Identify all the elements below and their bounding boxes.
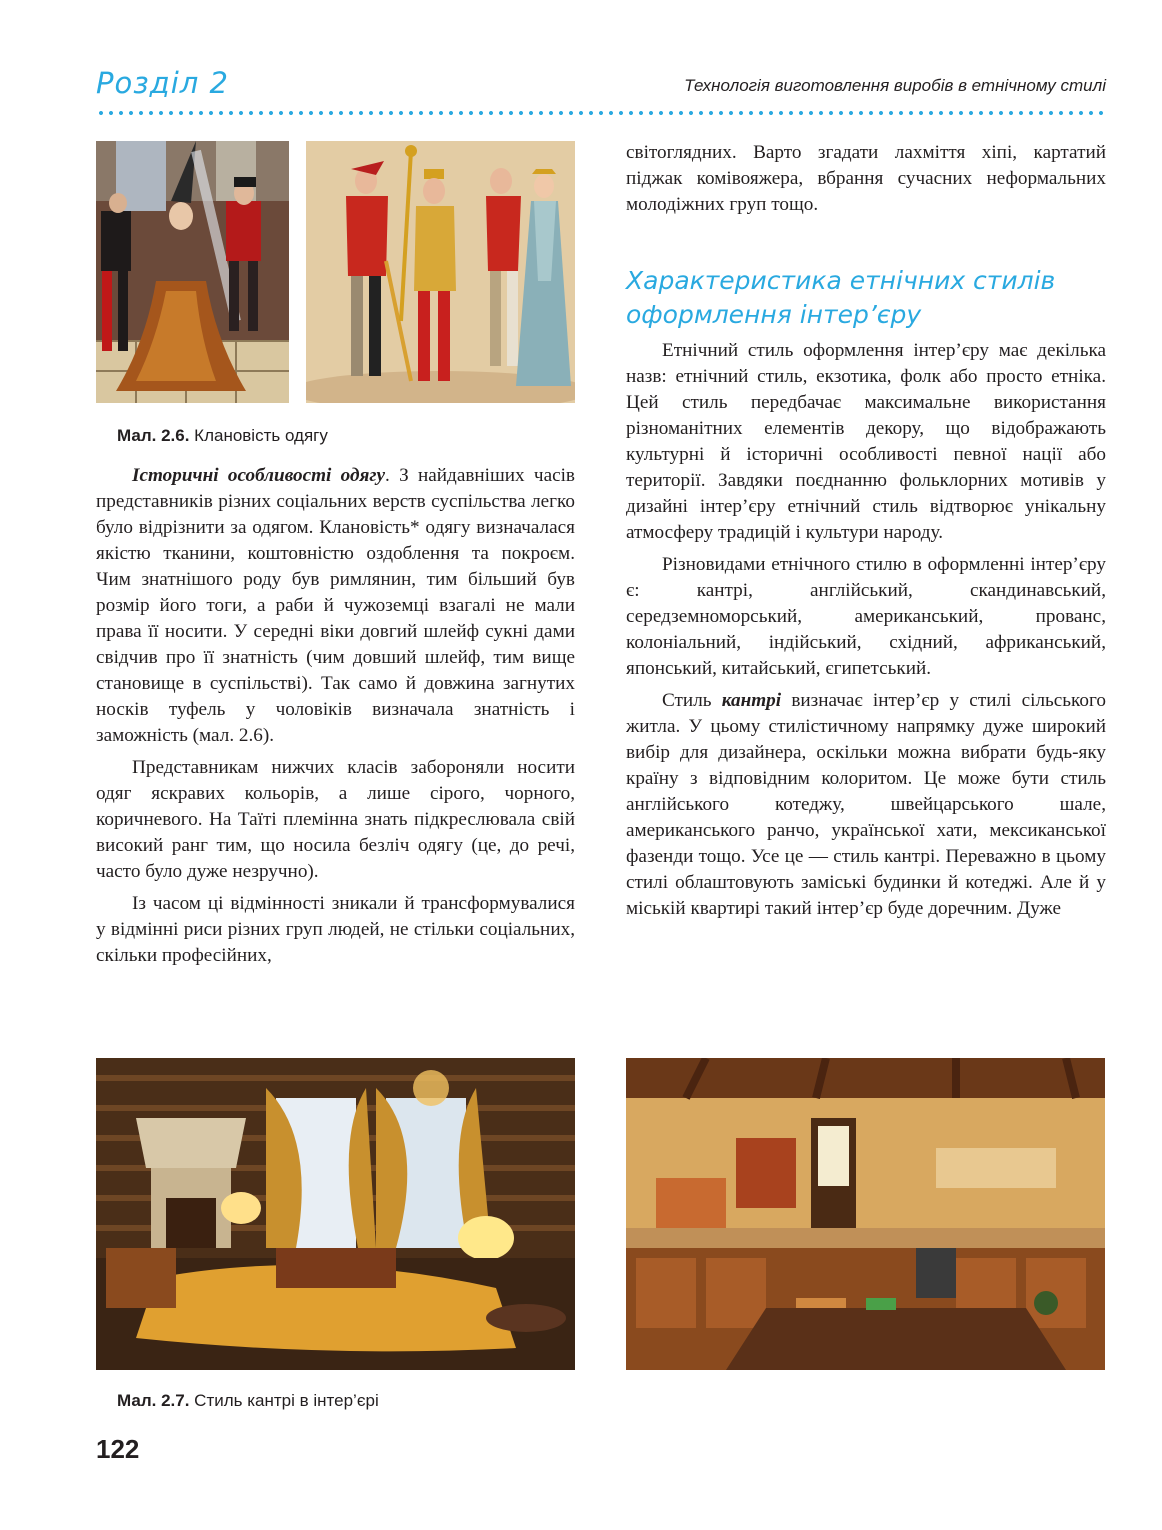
paragraph-ethnic-style: Етнічний стиль оформлення інтер’єру має декілька назв: етнічний стиль, екзотика, фолк або просто етніка. Цей стиль передбачає максимальне використання різноманітних елементів декору, що відображають культурні й історичні особливості певної нації або території. Завдяки поєднанню фольклорних мотивів у дизайні інтер’єру етнічний стиль відтворює унікальну атмосферу традицій і культури народу. bbox=[626, 340, 1106, 543]
paragraph-lead-term: Історичні особливості одягу bbox=[132, 465, 386, 486]
right-column-continuation bbox=[626, 140, 1106, 218]
dotted-header-divider bbox=[96, 111, 1106, 115]
figure-2-6-caption-label: Мал. 2.6. bbox=[117, 426, 190, 445]
paragraph-transformation: Із часом ці відмінності зникали й трансформувалися у відмінні риси різних груп людей, не стільки соціальних, скільки професійних, bbox=[96, 893, 575, 966]
figure-2-7-caption-text: Стиль кантрі в інтер’єрі bbox=[189, 1391, 379, 1410]
paragraph-worldviews: світоглядних. Варто згадати лахміття хіпі, картатий піджак комівояжера, вбрання сучасних неформальних молодіжних груп тощо. bbox=[626, 142, 1106, 215]
left-column-text bbox=[96, 463, 575, 969]
figure-2-6-image-medieval-procession bbox=[96, 141, 289, 403]
running-header-title: Технологія виготовлення виробів в етнічному стилі bbox=[684, 76, 1106, 95]
figure-2-6-caption-text: Клановість одягу bbox=[189, 426, 328, 445]
paragraph-style-varieties: Різновидами етнічного стилю в оформленні інтер’єру є: кантрі, англійський, скандинавський, середземноморський, американський, прованс, колоніальний, індійський, східний, африканський, японський, китайський, єгипетський. bbox=[626, 554, 1106, 679]
figure-2-7-image-log-cabin-living-room bbox=[96, 1058, 575, 1370]
figure-2-6-image-costume-figures bbox=[306, 141, 575, 403]
figure-2-7-caption bbox=[117, 1391, 379, 1411]
paragraph-country-style bbox=[626, 688, 1106, 922]
section-subheading: Характеристика етнічних стилів оформлення інтер’єру bbox=[626, 266, 1056, 329]
paragraph-body: . З найдавніших часів представників різних соціальних верств суспільства легко було відрізнити за одягом. Клановість* одягу визначалася якістю тканини, коштовністю оздоблення та покроєм. Чим знатнішого роду був римлянин, тим більший був розмір його тоги, а раби й чужоземці взагалі не мали права її носити. У середні віки довгий шлейф сукні дами свідчив про її знатність (чим довший шлейф, тим вище становище в суспільстві). Так само й довжина загнутих носків туфель у чоловіків визначала знатність і заможність (мал. 2.6). bbox=[96, 465, 575, 746]
figure-2-6-caption bbox=[117, 426, 328, 446]
page-number: 122 bbox=[96, 1434, 140, 1464]
paragraph-lower-classes: Представникам нижчих класів забороняли носити одяг яскравих кольорів, а лише сірого, чорного, коричневого. На Таїті племінна знать підкреслювала свій високий ранг тим, що носила безліч одягу (це, до речі, часто було дуже незручно). bbox=[96, 757, 575, 882]
paragraph-text: Стиль bbox=[662, 690, 722, 711]
paragraph-emphasis-term: кантрі bbox=[721, 690, 782, 711]
figure-2-7-image-country-kitchen bbox=[626, 1058, 1105, 1370]
section-label: Розділ 2 bbox=[96, 66, 229, 100]
right-column-text bbox=[626, 338, 1106, 922]
paragraph-text: визначає інтер’єр у стилі сільського житла. У цьому стилістичному напрямку дуже широкий вибір для дизайнера, оскільки можна вибрати будь-яку країну з відповідним колоритом. Це може бути стиль англійського котеджу, швейцарського шале, американського ранчо, української хати, мексиканської фазенди тощо. Усе це — стиль кантрі. Переважно в цьому стилі облаштовують заміські будинки й котеджі. Але й у міській квартирі такий інтер’єр буде доречним. Дуже bbox=[626, 690, 1106, 919]
paragraph-historical-features bbox=[96, 463, 575, 749]
figure-2-7-caption-label: Мал. 2.7. bbox=[117, 1391, 190, 1410]
